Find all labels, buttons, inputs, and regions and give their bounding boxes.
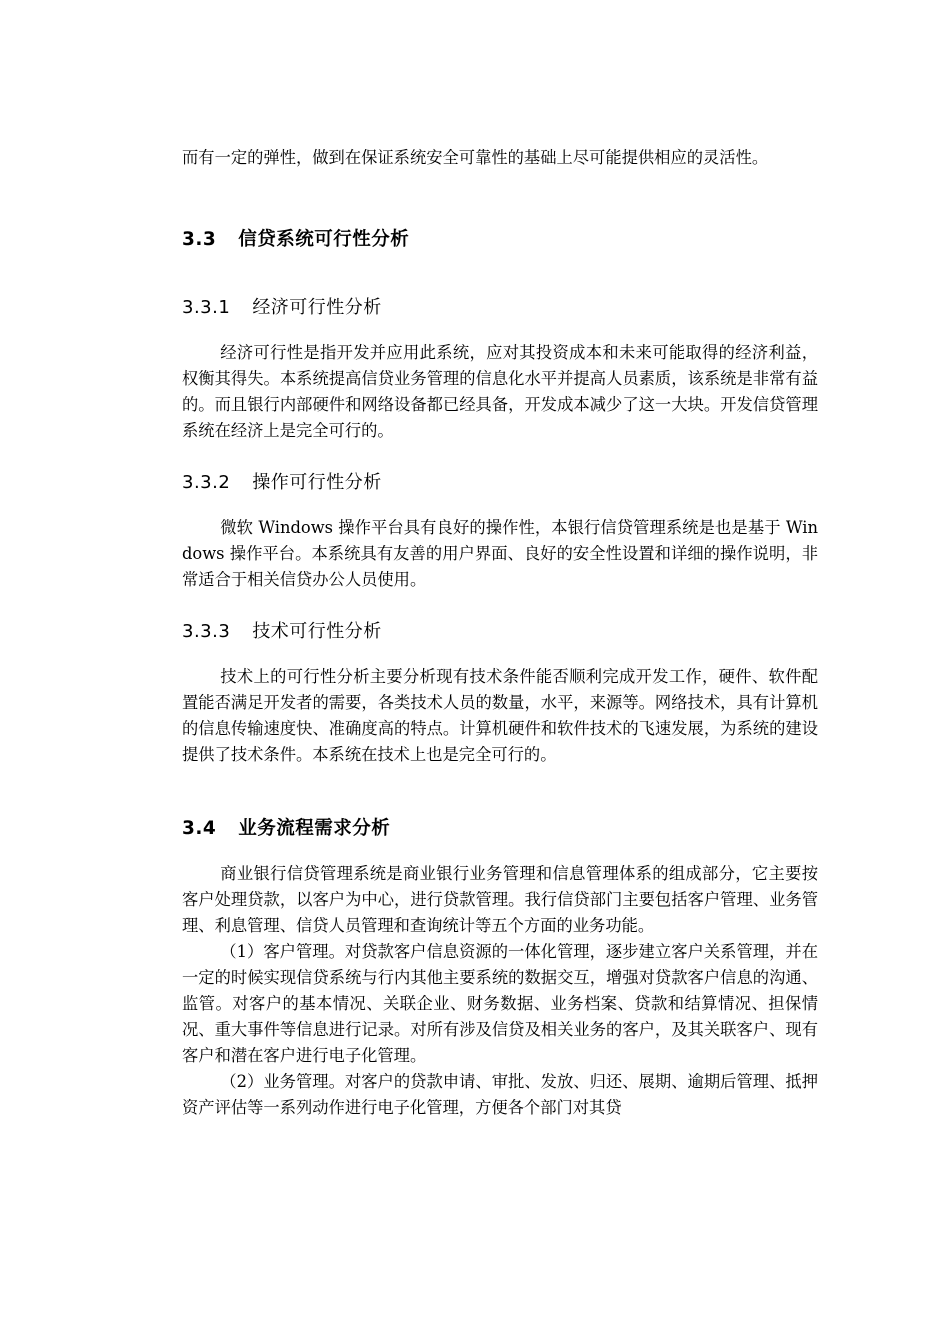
section-number: 3.4 <box>182 818 217 839</box>
document-page <box>182 145 818 1121</box>
section-title: 业务流程需求分析 <box>238 818 391 839</box>
section-number: 3.3.2 <box>182 472 231 493</box>
section-title: 信贷系统可行性分析 <box>238 229 410 250</box>
technical-feasibility-paragraph: 技术上的可行性分析主要分析现有技术条件能否顺利完成开发工作，硬件、软件配置能否满足开发者的需要，各类技术人员的数量，水平，来源等。网络技术，具有计算机的信息传输速度快、准确度高的特点。计算机硬件和软件技术的飞速发展，为系统的建设提供了技术条件。本系统在技术上也是完全可行的。 <box>182 667 818 764</box>
section-heading-3-4 <box>182 816 818 842</box>
economic-feasibility-paragraph: 经济可行性是指开发并应用此系统，应对其投资成本和未来可能取得的经济利益，权衡其得失。本系统提高信贷业务管理的信息化水平并提高人员素质，该系统是非常有益的。而且银行内部硬件和网络设备都已经具备，开发成本减少了这一大块。开发信贷管理系统在经济上是完全可行的。 <box>182 343 818 440</box>
business-process-paragraph: 商业银行信贷管理系统是商业银行业务管理和信息管理体系的组成部分，它主要按客户处理贷款，以客户为中心，进行贷款管理。我行信贷部门主要包括客户管理、业务管理、利息管理、信贷人员管理和查询统计等五个方面的业务功能。 <box>182 864 818 935</box>
section-number: 3.3 <box>182 229 217 250</box>
section-number: 3.3.1 <box>182 297 231 318</box>
section-heading-3-3 <box>182 227 818 253</box>
operational-feasibility-paragraph: 微软 Windows 操作平台具有良好的操作性，本银行信贷管理系统是也是基于 Windows 操作平台。本系统具有友善的用户界面、良好的安全性设置和详细的操作说明，非常适合于相关信贷办公人员使用。 <box>182 518 818 589</box>
business-management-paragraph: （2）业务管理。对客户的贷款申请、审批、发放、归还、展期、逾期后管理、抵押资产评估等一系列动作进行电子化管理，方便各个部门对其贷 <box>182 1072 818 1117</box>
section-number: 3.3.3 <box>182 621 231 642</box>
section-heading-3-3-1 <box>182 295 818 321</box>
section-heading-3-3-2 <box>182 470 818 496</box>
section-title: 技术可行性分析 <box>252 621 382 642</box>
section-heading-3-3-3 <box>182 619 818 645</box>
customer-management-paragraph: （1）客户管理。对贷款客户信息资源的一体化管理，逐步建立客户关系管理，并在一定的时候实现信贷系统与行内其他主要系统的数据交互，增强对贷款客户信息的沟通、监管。对客户的基本情况、关联企业、财务数据、业务档案、贷款和结算情况、担保情况、重大事件等信息进行记录。对所有涉及信贷及相关业务的客户，及其关联客户、现有客户和潜在客户进行电子化管理。 <box>182 942 818 1065</box>
section-title: 操作可行性分析 <box>252 472 382 493</box>
section-title: 经济可行性分析 <box>252 297 382 318</box>
intro-continuation-paragraph: 而有一定的弹性，做到在保证系统安全可靠性的基础上尽可能提供相应的灵活性。 <box>182 148 769 167</box>
